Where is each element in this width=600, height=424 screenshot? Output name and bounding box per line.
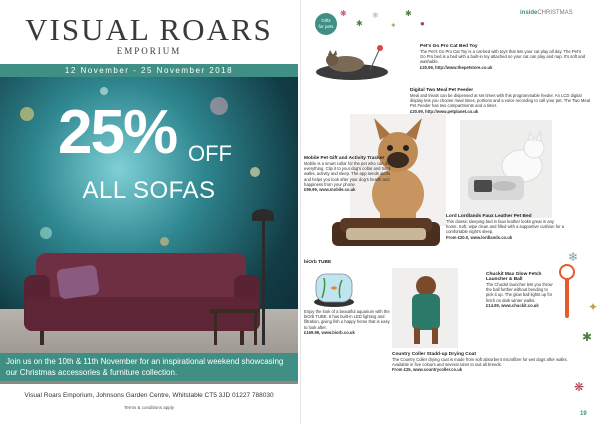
advert-page <box>0 0 298 424</box>
article-body: Mobile is a smart collar for the pet who can do everything. Clip it to your dog's collar and track walks, activity and sleep. The app sends alerts and helps you look after your dog's health and happiness from your phone. <box>304 161 391 187</box>
article-price: £99.99, www.mobile.co.uk <box>304 187 356 193</box>
article-body: This classic sleeping bed in faux leather looks great in any home. Soft, wipe clean and filled with a supportive cushion for a comfortable night's sleep. <box>446 219 565 235</box>
article-heading: Mobile Pet Gift and Activity Tracker <box>304 156 385 161</box>
article-aquarium <box>304 260 390 335</box>
cushion <box>56 264 100 299</box>
page-number: 19 <box>580 411 587 417</box>
terms-note: Terms & conditions apply <box>123 405 175 410</box>
article-price: From £25, www.countrycoller.co.uk <box>392 367 463 373</box>
section-tag-bold: inside <box>520 10 538 16</box>
article-heading: Digital Two Meal Pet Feeder <box>410 88 474 93</box>
article-drying-coat <box>392 352 568 372</box>
section-tag-rest: CHRISTMAS <box>537 10 573 16</box>
date-banner: 12 November - 25 November 2018 <box>0 64 298 77</box>
article-body: The Chuckit launcher lets you throw the ball further without bending to pick it up. The glow ball lights up for fetch on dark winter walks. <box>486 282 553 303</box>
article-price: £20.99, http://www.petplanet.co.uk <box>410 108 479 114</box>
promo-headline: ALL SOFAS <box>82 177 216 204</box>
snowflake-icon: ❄ <box>372 11 379 20</box>
sofa-leg <box>240 331 244 345</box>
side-table-leg <box>214 313 217 345</box>
bokeh-light <box>250 167 260 177</box>
article-body: The Pet's Go Pro Cat Toy is a cat-bed with toys that lets your cat play all day. The Pet's Go Pro bed is a bed with a built-in toy attached so your cat can play and nap. It's soft and washable. <box>420 49 586 65</box>
brand-title: VISUAL ROARS <box>25 12 273 47</box>
drying-coat-dog-photo <box>392 268 458 348</box>
promo-off: OFF <box>188 141 232 166</box>
article-heading: Lord Lordlands Faux Leather Pet Bed <box>446 214 532 219</box>
leather-pet-bed-photo <box>332 216 440 252</box>
fir-sprig-icon: ✱ <box>405 9 412 18</box>
hero-image <box>0 77 298 384</box>
event-caption: Join us on the 10th & 11th November for an inspirational weekend showcasing our Christmas accessories & furniture collection. <box>0 353 298 381</box>
fir-sprig-icon: ✱ <box>356 19 363 28</box>
side-table <box>210 309 260 313</box>
gift-badge-line: Gifts <box>321 18 331 23</box>
brand-subtitle: EMPORIUM <box>116 46 182 56</box>
article-body: Meal and treats can be dispensed at set times with this programmable feeder. An LCD digital display lets you choose meal times, portions and a voice recording to call your pet. The Two Meal Pet Feeder has two compartments and a timer. <box>410 93 591 109</box>
gift-badge <box>315 13 337 35</box>
section-tag <box>520 10 573 16</box>
article-heading: Pet's Go Pro Cat Bed Toy <box>420 44 478 49</box>
promo-percent: 25% <box>58 98 177 167</box>
store-address: Visual Roars Emporium, Johnsons Garden Centre, Whitstable CT5 3JD 01227 788030 <box>24 392 274 399</box>
article-cat-bed <box>420 44 586 70</box>
article-price: £20.99, http://www.thepetstore.co.uk <box>420 64 493 70</box>
cat-bed-photo <box>308 42 396 82</box>
article-ball-launcher <box>486 272 554 308</box>
article-heading: biOrb TUBE <box>304 260 332 265</box>
holly-icon: ❋ <box>340 9 347 18</box>
bokeh-light <box>100 87 108 95</box>
holly-icon: ❋ <box>574 380 585 394</box>
ball-launcher-photo <box>556 264 578 320</box>
sofa-leg <box>40 331 44 345</box>
star-icon: ✦ <box>588 300 599 314</box>
article-leather-bed <box>446 214 566 240</box>
side-table-leg <box>254 313 257 345</box>
sofa-seat <box>26 297 258 331</box>
article-price: £169.99, www.biorb.co.uk <box>304 329 355 335</box>
article-pet-feeder <box>410 88 590 114</box>
article-heading: Country Coller Stadd-up Drying Coat <box>392 352 476 357</box>
article-body: The Country Coller drying coat is made from soft absorbent microfibre for wet dogs after walks. Available in five colours and several sizes to suit all breeds. <box>392 357 568 368</box>
berry-icon: ● <box>420 19 425 28</box>
article-activity-tracker <box>304 156 396 192</box>
article-price: From £20.0, www.lordlands.co.uk <box>446 234 513 240</box>
article-price: £14.99, www.chuckit.co.uk <box>486 302 539 308</box>
fir-sprig-icon: ✱ <box>582 330 593 344</box>
gift-badge-line: for pets <box>318 24 334 29</box>
feeder-cat-photo <box>460 120 552 218</box>
bokeh-light <box>40 227 52 239</box>
star-icon: ✦ <box>390 21 397 30</box>
article-body: Enjoy the look of a beautiful aquarium with the biOrb TUBE. It has built-in LED lighting and filtration, giving fish a happy home that is easy to look after. <box>304 309 390 330</box>
snowflake-icon: ❄ <box>568 250 579 264</box>
article-heading: Chuckit Max Glow Fetch Launcher & Ball <box>486 272 542 282</box>
bokeh-light <box>160 237 169 246</box>
lamp-stand <box>262 217 265 345</box>
